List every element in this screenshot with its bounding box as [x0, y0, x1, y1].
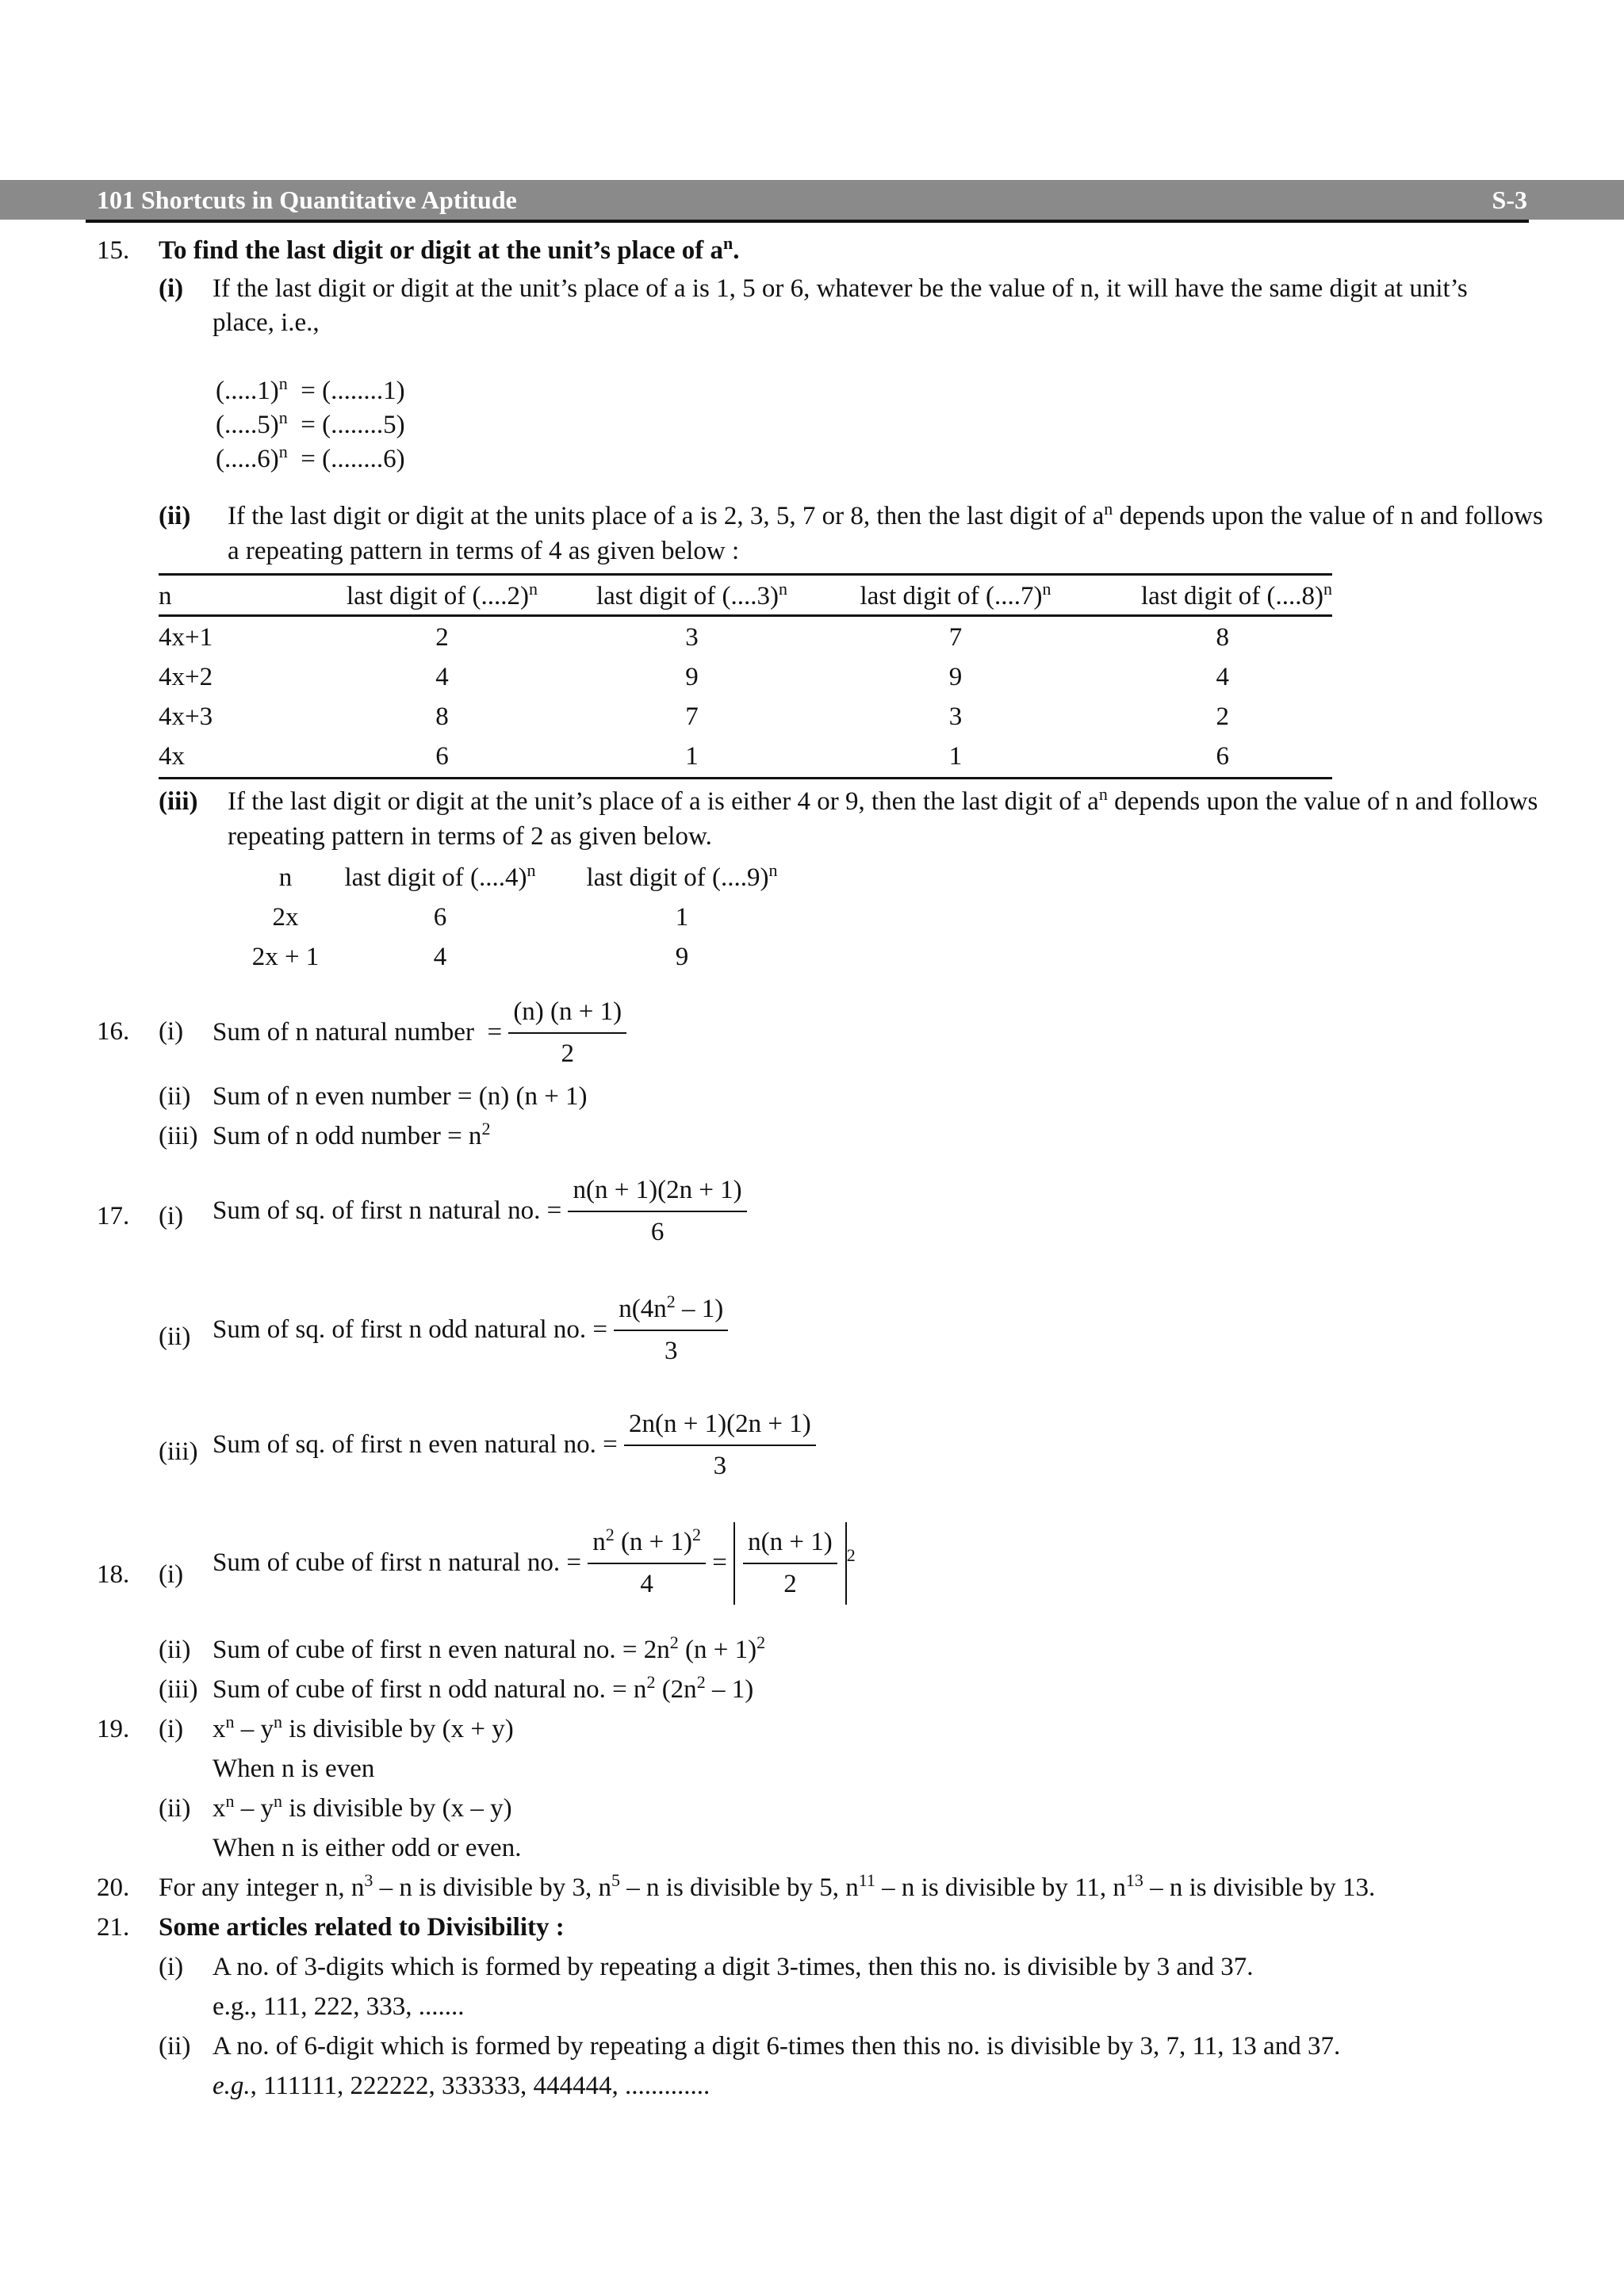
table-cell: 4x+2: [159, 662, 213, 691]
statement: A no. of 6-digit which is formed by repeating a digit 6-times then this no. is divisible by 3, 7, 11, 13 and 37.: [213, 2032, 1341, 2061]
section-title: To find the last digit or digit at the unit’s place of $a^n$.: [159, 233, 740, 265]
fraction: $\frac{n(4n^2 - 1)}{3}$: [614, 1292, 728, 1368]
sub-label: (iii): [159, 1122, 198, 1150]
fraction: $\frac{(n) (n + 1)}{2}$: [508, 995, 626, 1071]
table-cell: 4x+1: [159, 622, 213, 652]
paragraph: If the last digit or digit at the unit’s place of a is 1, 5 or 6, whatever be the value of n, it will have the same digit at unit’s place, i.e.,: [213, 274, 1468, 337]
table-cell: 2x: [272, 902, 299, 932]
example: e.g., 111, 222, 333, .......: [213, 1992, 465, 2021]
paragraph: If the last digit or digit at the units place of a is 2, 3, 5, 7 or 8, then the last digit of $a^n$ depends upon the value of n and follows: [228, 499, 1543, 530]
table-cell: 2: [1216, 702, 1229, 731]
paragraph: If the last digit or digit at the unit’s place of a is either 4 or 9, then the last digit of $a^n$ depends upon the value of n and follows: [228, 784, 1538, 816]
page-number: S-3: [1492, 186, 1527, 214]
bracket-expression: [733, 1522, 847, 1605]
table-header-row: [246, 858, 809, 897]
table-header: last digit of $(....2)^n$: [346, 578, 538, 610]
table-header: last digit of $(....9)^n$: [586, 859, 778, 892]
sub-label: (i): [159, 1953, 184, 1981]
table-cell: 3: [685, 622, 699, 652]
item-number: 17.: [97, 1202, 130, 1230]
table-header: last digit of $(....7)^n$: [860, 578, 1051, 610]
condition: When n is either odd or even.: [213, 1834, 522, 1862]
table-cell: 9: [675, 942, 689, 971]
sub-label: (ii): [159, 1322, 191, 1351]
table-header-row: [159, 576, 1332, 616]
sub-label: (i): [159, 1202, 184, 1230]
table-cell: 6: [1216, 741, 1229, 771]
table-rule: [159, 777, 1332, 779]
fraction: $\frac{2n(n + 1)(2n + 1)}{3}$: [624, 1407, 816, 1483]
sub-label: (i): [159, 1560, 184, 1589]
table-cell: 7: [685, 702, 699, 731]
sub-label: (ii): [159, 1636, 191, 1664]
statement: For any integer n, $n^3$ – n is divisible by 3, $n^5$ – n is divisible by 5, $n^{11}$ – n is divisible by 11, $n^{13}$ – n is divisible by 13.: [159, 1870, 1376, 1902]
table-cell: 9: [685, 662, 699, 691]
equation: $(.....5)^n = (........5)$: [216, 408, 405, 439]
item-number: 20.: [97, 1873, 130, 1902]
table-cell: 2x + 1: [251, 942, 320, 971]
table-cell: 9: [948, 662, 963, 691]
formula: Sum of cube of first n natural no. = $\frac{n^2 (n + 1)^2}{4}$ = $\frac{n(n + 1)}{2}$ $^2$: [213, 1522, 856, 1605]
table-row: [159, 657, 1332, 697]
table-cell: 1: [948, 741, 963, 771]
sub-label: (i): [159, 274, 184, 303]
table-cell: 4x: [159, 741, 185, 771]
sub-label: (ii): [159, 1794, 191, 1823]
table-cell: 4: [1216, 662, 1229, 691]
table-header: n: [278, 863, 293, 892]
table-cell: 4x+3: [159, 702, 213, 731]
table-cell: 6: [433, 902, 447, 932]
table-header: last digit of $(....8)^n$: [1140, 578, 1332, 610]
formula: Sum of sq. of first n natural no. = $\frac{n(n + 1)(2n + 1)}{6}$: [213, 1173, 747, 1249]
table-cell: 8: [435, 702, 449, 731]
example: e.g., 111111, 222222, 333333, 444444, .............: [213, 2072, 710, 2100]
sub-label: (iii): [159, 1675, 198, 1704]
statement: A no. of 3-digits which is formed by repeating a digit 3-times, then this no. is divisible by 3 and 37.: [213, 1953, 1254, 1981]
last-digit-table-body: [159, 618, 1332, 776]
formula: Sum of n even number = (n) (n + 1): [213, 1082, 588, 1111]
table-cell: 2: [435, 622, 449, 652]
table-cell: 8: [1216, 622, 1229, 652]
formula: Sum of n natural number = $\frac{(n) (n + 1)}{2}$: [213, 995, 626, 1071]
table-header: last digit of $(....4)^n$: [344, 859, 536, 892]
fraction: $\frac{n(n + 1)}{2}$: [743, 1525, 837, 1601]
table-cell: 4: [435, 662, 449, 691]
table-cell: 6: [435, 741, 449, 771]
equation: $(.....1)^n = (........1)$: [216, 373, 405, 405]
sub-label: (ii): [159, 502, 191, 530]
table-row: [246, 897, 809, 937]
formula: Sum of cube of first n even natural no. = $2n^2$ $(n + 1)^2$: [213, 1632, 766, 1664]
table-row: [159, 737, 1332, 776]
statement: $x^n - y^n$ is divisible by (x + y): [213, 1712, 514, 1743]
formula: Sum of cube of first n odd natural no. = $n^2$ $(2n^2 - 1)$: [213, 1672, 754, 1704]
table-cell: 1: [675, 902, 689, 932]
table-header: n: [159, 581, 172, 610]
fraction: $\frac{n^2 (n + 1)^2}{4}$: [588, 1525, 706, 1601]
item-number: 18.: [97, 1560, 130, 1589]
item-number: 16.: [97, 1017, 130, 1046]
equation: $(.....6)^n = (........6)$: [216, 442, 405, 473]
header-rule: [86, 220, 1529, 223]
table-cell: 3: [948, 702, 963, 731]
fraction: $\frac{n(n + 1)(2n + 1)}{6}$: [568, 1173, 746, 1249]
sub-label: (iii): [159, 1437, 198, 1466]
item-number: 15.: [97, 236, 130, 265]
table-row: [159, 697, 1332, 737]
table-row: [246, 937, 809, 977]
table-rule: [159, 573, 1332, 576]
statement: $x^n - y^n$ is divisible by (x – y): [213, 1791, 512, 1823]
sub-label: (ii): [159, 1082, 191, 1111]
sub-label: (ii): [159, 2032, 191, 2061]
item-number: 21.: [97, 1913, 130, 1942]
table-header: last digit of $(....3)^n$: [596, 578, 788, 610]
sub-label: (i): [159, 1017, 184, 1046]
table-cell: 4: [433, 942, 447, 971]
item-number: 19.: [97, 1715, 130, 1743]
sub-label: (i): [159, 1715, 184, 1743]
table-row: [159, 618, 1332, 657]
last-digit-table-2: [246, 858, 809, 977]
table-cell: 1: [685, 741, 699, 771]
formula: Sum of sq. of first n odd natural no. = $\frac{n(4n^2 - 1)}{3}$: [213, 1292, 728, 1368]
section-title: Some articles related to Divisibility :: [159, 1913, 565, 1942]
running-title: 101 Shortcuts in Quantitative Aptitude: [97, 186, 517, 214]
condition: When n is even: [213, 1755, 375, 1783]
formula: Sum of n odd number = $n^2$: [213, 1119, 491, 1150]
table-cell: 7: [948, 622, 963, 652]
formula: Sum of sq. of first n even natural no. = $\frac{2n(n + 1)(2n + 1)}{3}$: [213, 1407, 816, 1483]
sub-label: (iii): [159, 787, 198, 816]
paragraph: repeating pattern in terms of 2 as given below.: [228, 822, 712, 851]
paragraph: a repeating pattern in terms of 4 as given below :: [228, 537, 740, 565]
